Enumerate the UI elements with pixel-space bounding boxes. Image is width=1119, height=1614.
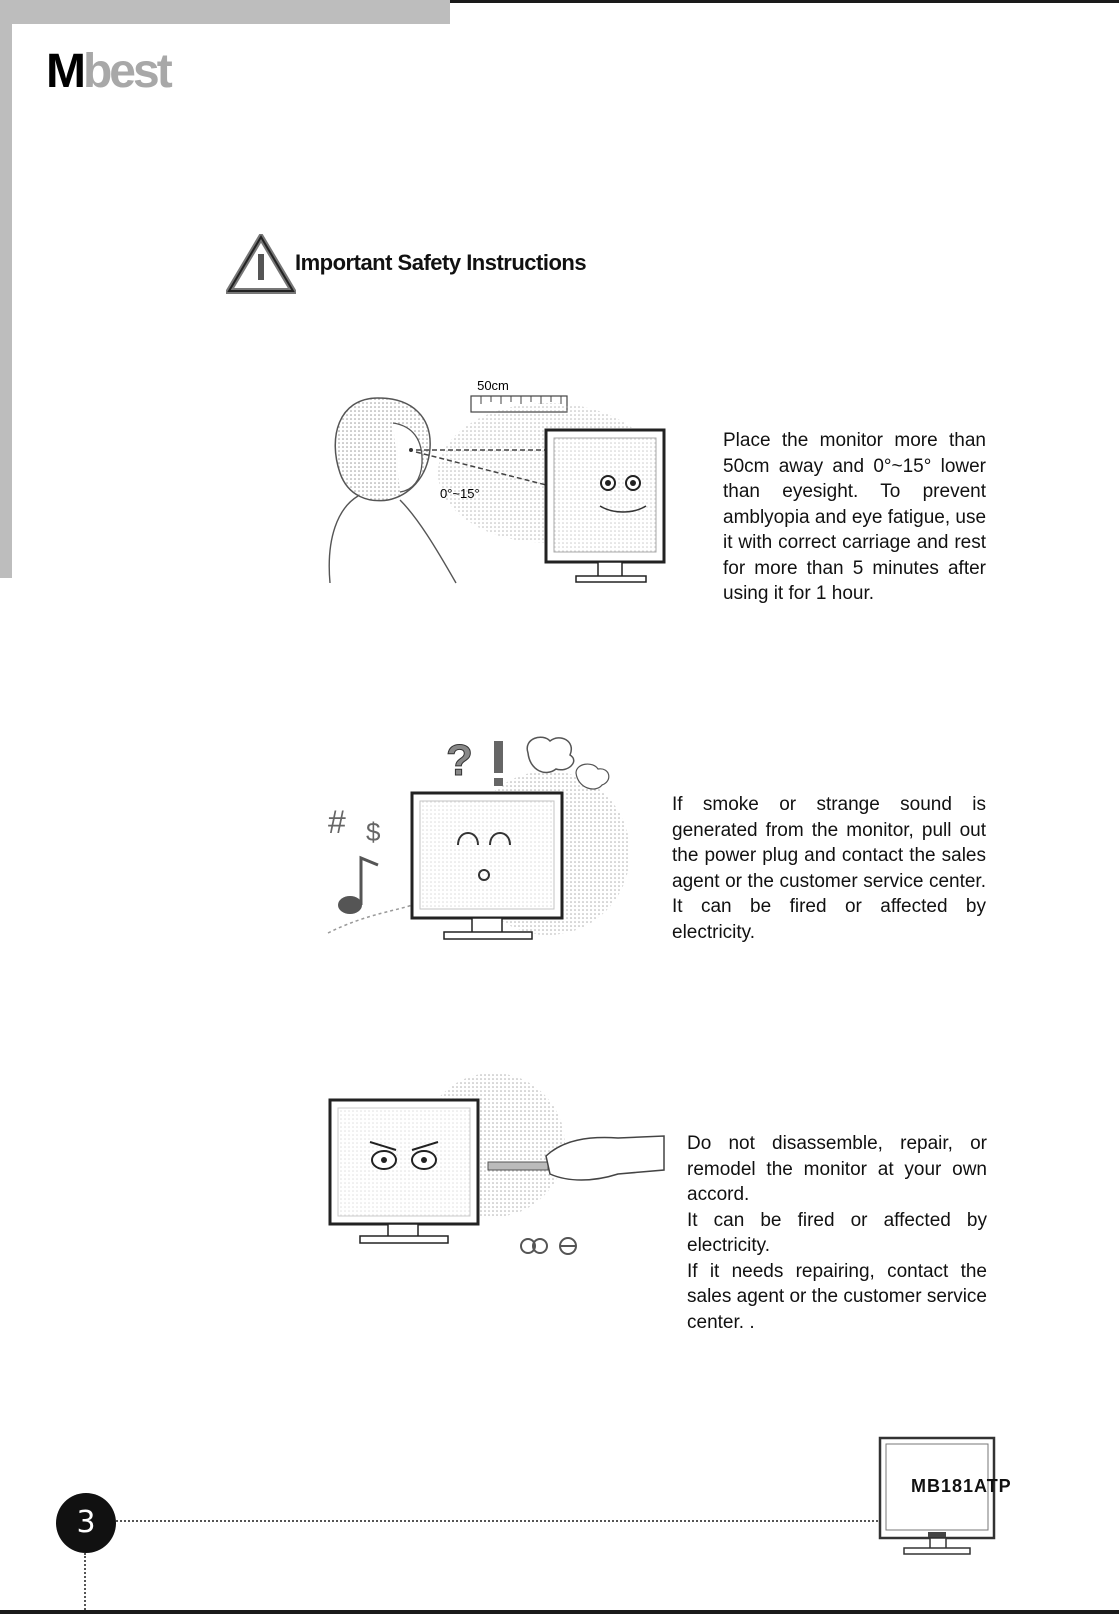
angle-label: 0°~15° (440, 486, 480, 501)
top-gray-band (0, 0, 450, 24)
instruction-paragraph: Place the monitor more than 50cm away and 0°~15° lower than eyesight. To prevent amblyopia and eye fatigue, use it with correct carriage and rest for more than 5 minutes after using it for 1 hour. (723, 430, 987, 604)
brand-logo-initial: M (46, 45, 83, 98)
footer-dotted-vertical (84, 1553, 86, 1610)
monitor-smoke-sound-illustration (318, 733, 634, 951)
instruction-paragraph: If smoke or strange sound is generated from the monitor, pull out the power plug and contact the sales agent or the customer service center. It can be fired or affected by electricity. (672, 794, 986, 943)
monitor-icon (878, 1436, 1004, 1560)
model-name: MB181ATP (911, 1476, 1012, 1496)
brand-logo (46, 45, 170, 98)
instruction-smoke-sound (672, 792, 986, 945)
page-number: 3 (56, 1493, 116, 1553)
svg-text:?: ? (446, 736, 473, 785)
warning-triangle-icon (226, 234, 296, 294)
distance-label: 50cm (477, 378, 509, 393)
footer-dotted-rule (116, 1520, 882, 1522)
instruction-viewing-distance (723, 428, 986, 607)
instruction-paragraph: If it needs repairing, contact the sales agent or the customer service center. . (687, 1260, 987, 1333)
monitor-disassemble-illustration (328, 1070, 668, 1262)
instruction-paragraph: Do not disassemble, repair, or remodel the monitor at your own accord. (687, 1133, 987, 1205)
instruction-disassemble (687, 1131, 987, 1335)
top-rule (450, 0, 1119, 3)
left-gray-bar (0, 0, 12, 578)
brand-logo-rest: best (82, 45, 170, 98)
monitor-viewing-distance-illustration (318, 378, 670, 598)
instruction-paragraph: It can be fired or affected by electricity. (687, 1209, 987, 1256)
bottom-rule (0, 1610, 1119, 1614)
svg-text:$: $ (366, 817, 381, 847)
svg-text:#: # (328, 804, 346, 840)
page-title: Important Safety Instructions (295, 250, 587, 275)
